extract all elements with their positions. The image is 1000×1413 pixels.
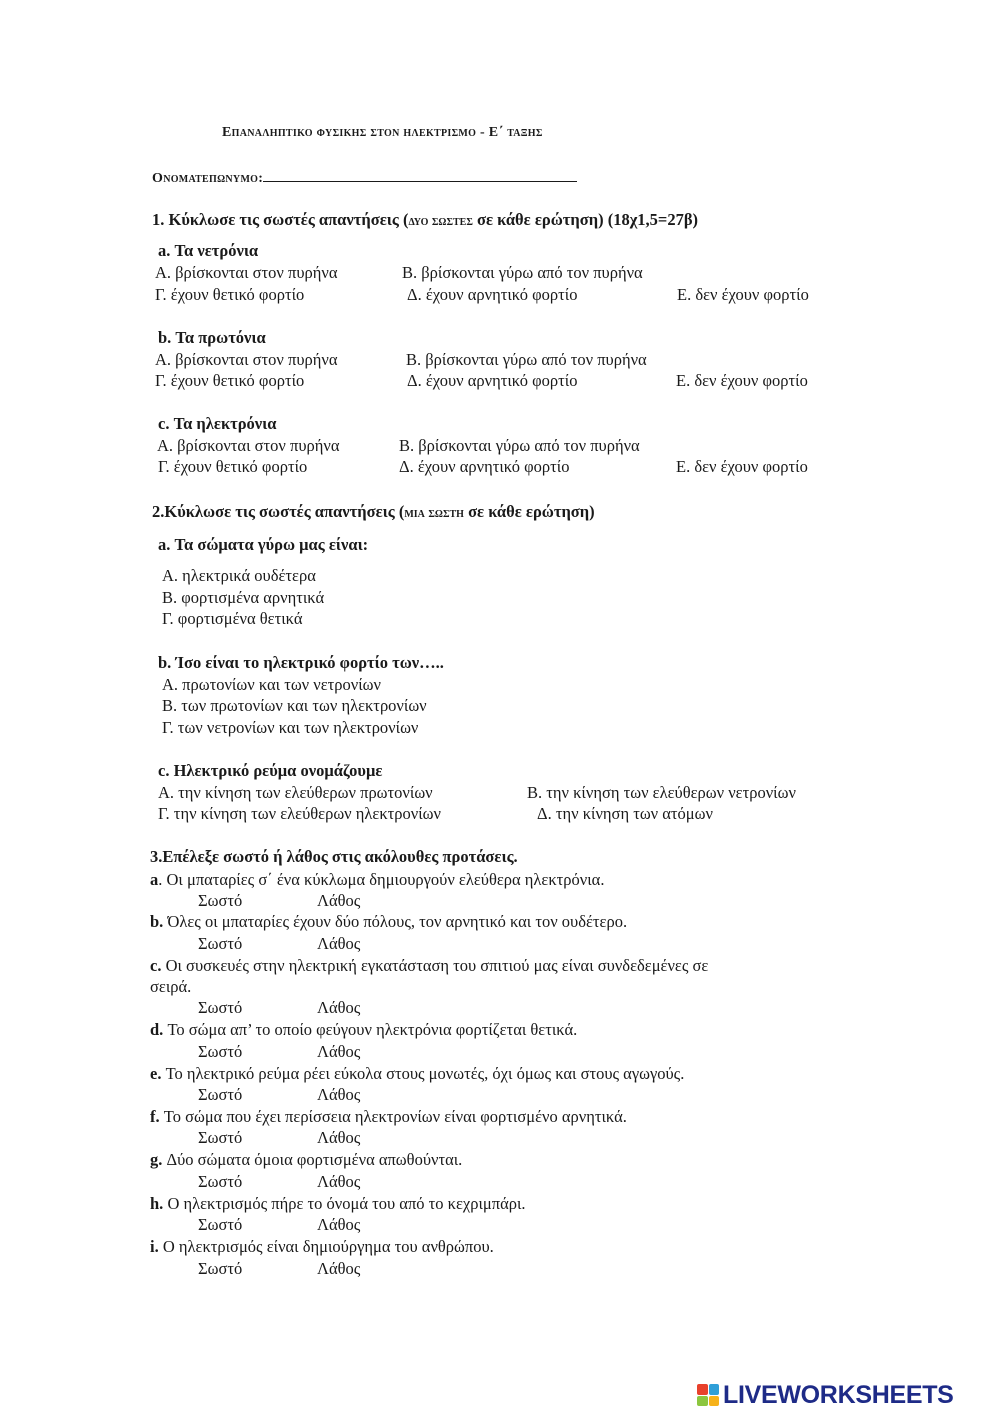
q3-item-text: Δύο σώματα όμοια φορτισμένα απωθούνται. — [162, 1150, 463, 1169]
q2c-label: c. Ηλεκτρικό ρεύμα ονομάζουμε — [158, 761, 383, 780]
q1c-option-1[interactable]: Α. βρίσκονται στον πυρήνα — [157, 436, 340, 455]
q1a-option-1[interactable]: Α. βρίσκονται στον πυρήνα — [155, 263, 338, 282]
q1b-option-2[interactable]: Β. βρίσκονται γύρω από τον πυρήνα — [406, 350, 647, 369]
q3-item-text: Ο ηλεκτρισμός πήρε το όνομά του από το κεχριμπάρι. — [163, 1194, 526, 1213]
question-1-heading — [152, 210, 698, 232]
q3-item-letter: e. — [150, 1064, 162, 1083]
q1b-option-4[interactable]: Δ. έχουν αρνητικό φορτίο — [407, 371, 578, 390]
q3-item-e-false[interactable]: Λάθος — [317, 1085, 361, 1104]
q3-item-a-true[interactable]: Σωστό — [198, 891, 243, 910]
q1a-label: a. Τα νετρόνια — [158, 241, 259, 260]
q2c-option-4[interactable]: Δ. την κίνηση των ατόμων — [537, 804, 713, 823]
q1a-option-5[interactable]: Ε. δεν έχουν φορτίο — [677, 285, 809, 304]
q3-item-c-false[interactable]: Λάθος — [317, 998, 361, 1017]
name-field-row — [152, 167, 577, 189]
q1c-option-4[interactable]: Δ. έχουν αρνητικό φορτίο — [399, 457, 570, 476]
q1c-option-5[interactable]: Ε. δεν έχουν φορτίο — [676, 457, 808, 476]
q3-item-b-true[interactable]: Σωστό — [198, 934, 243, 953]
q3-item-letter: d. — [150, 1020, 164, 1039]
question-3-heading: 3.Επέλεξε σωστό ή λάθος στις ακόλουθες προτάσεις. — [150, 847, 518, 866]
q3-item-letter: h. — [150, 1194, 164, 1213]
q3-item-letter: c. — [150, 956, 162, 975]
liveworksheets-logo-icon — [697, 1384, 719, 1406]
q3-item-f-true[interactable]: Σωστό — [198, 1128, 243, 1147]
document-title: Επαναληπτικο φυσικησ στον ηλεκτρισμο - Ε΄ ταξησ — [222, 125, 543, 140]
q3-item-letter: a — [150, 870, 159, 889]
q3-item-letter: g. — [150, 1150, 163, 1169]
q2a-option-2[interactable]: Β. φορτισμένα αρνητικά — [162, 588, 325, 607]
q1b-option-5[interactable]: Ε. δεν έχουν φορτίο — [676, 371, 808, 390]
q2c-option-3[interactable]: Γ. την κίνηση των ελεύθερων ηλεκτρονίων — [158, 804, 441, 823]
q3-item-i — [150, 1237, 494, 1257]
q2a-option-1[interactable]: Α. ηλεκτρικά ουδέτερα — [162, 566, 316, 585]
name-blank-line[interactable] — [263, 167, 577, 182]
q3-item-h-true[interactable]: Σωστό — [198, 1215, 243, 1234]
q3-item-text: Οι συσκευές στην ηλεκτρική εγκατάσταση του σπιτιού μας είναι συνδεδεμένες σε — [161, 956, 709, 975]
q3-item-g-false[interactable]: Λάθος — [317, 1172, 361, 1191]
q3-item-f-false[interactable]: Λάθος — [317, 1128, 361, 1147]
q1b-option-3[interactable]: Γ. έχουν θετικό φορτίο — [155, 371, 305, 390]
q3-item-d-true[interactable]: Σωστό — [198, 1042, 243, 1061]
logo-square-red — [697, 1384, 708, 1395]
q2a-label: a. Τα σώματα γύρω μας είναι: — [158, 535, 369, 554]
q2-heading-pre: 2.Κύκλωσε τις σωστές απαντήσεις ( — [152, 502, 405, 521]
q3-item-i-true[interactable]: Σωστό — [198, 1259, 243, 1278]
q3-item-d — [150, 1020, 577, 1040]
q3-item-e-true[interactable]: Σωστό — [198, 1085, 243, 1104]
q3-item-text: . Οι μπαταρίες σ΄ ένα κύκλωμα δημιουργούν ελεύθερα ηλεκτρόνια. — [158, 870, 605, 889]
q3-item-letter: i. — [150, 1237, 159, 1256]
q1-heading-post: σε κάθε ερώτηση) (18χ1,5=27β) — [472, 210, 699, 229]
q2-heading-smallcaps: μια σωστη — [404, 506, 464, 521]
q2b-label: b. Ίσο είναι το ηλεκτρικό φορτίο των….. — [158, 653, 444, 672]
q3-item-g-true[interactable]: Σωστό — [198, 1172, 243, 1191]
q3-item-e — [150, 1064, 684, 1084]
q1c-label: c. Τα ηλεκτρόνια — [158, 414, 277, 433]
q2c-option-2[interactable]: Β. την κίνηση των ελεύθερων νετρονίων — [527, 783, 796, 802]
q3-item-h — [150, 1194, 526, 1214]
name-label: Ονοματεπωνυμο: — [152, 171, 264, 186]
q3-item-c-true[interactable]: Σωστό — [198, 998, 243, 1017]
q3-item-text: Το ηλεκτρικό ρεύμα ρέει εύκολα στους μονωτές, όχι όμως και στους αγωγούς. — [161, 1064, 685, 1083]
q3-item-letter: f. — [150, 1107, 160, 1126]
q3-item-text: Το σώμα απ’ το οποίο φεύγουν ηλεκτρόνια φορτίζεται θετικά. — [163, 1020, 578, 1039]
q2a-option-3[interactable]: Γ. φορτισμένα θετικά — [162, 609, 303, 628]
q3-item-a-false[interactable]: Λάθος — [317, 891, 361, 910]
logo-square-blue — [709, 1384, 720, 1395]
q3-item-c-continuation: σειρά. — [150, 977, 192, 996]
q2b-option-1[interactable]: Α. πρωτονίων και των νετρονίων — [162, 675, 381, 694]
q1a-option-3[interactable]: Γ. έχουν θετικό φορτίο — [155, 285, 305, 304]
q3-item-text: Το σώμα που έχει περίσσεια ηλεκτρονίων είναι φορτισμένο αρνητικά. — [159, 1107, 627, 1126]
q3-item-b — [150, 912, 627, 932]
q1a-option-4[interactable]: Δ. έχουν αρνητικό φορτίο — [407, 285, 578, 304]
q3-item-text: Ο ηλεκτρισμός είναι δημιούργημα του ανθρώπου. — [158, 1237, 494, 1256]
q3-item-h-false[interactable]: Λάθος — [317, 1215, 361, 1234]
logo-square-yellow — [709, 1396, 720, 1407]
q3-item-f — [150, 1107, 627, 1127]
q1b-label: b. Τα πρωτόνια — [158, 328, 266, 347]
q3-item-d-false[interactable]: Λάθος — [317, 1042, 361, 1061]
q2b-option-2[interactable]: Β. των πρωτονίων και των ηλεκτρονίων — [162, 696, 427, 715]
q2c-option-1[interactable]: Α. την κίνηση των ελεύθερων πρωτονίων — [158, 783, 433, 802]
q3-item-letter: b. — [150, 912, 164, 931]
q2b-option-3[interactable]: Γ. των νετρονίων και των ηλεκτρονίων — [162, 718, 419, 737]
liveworksheets-logo-text: LIVEWORKSHEETS — [723, 1380, 954, 1409]
q3-item-b-false[interactable]: Λάθος — [317, 934, 361, 953]
q1-heading-smallcaps: δυο σωστες — [408, 214, 473, 229]
q3-item-i-false[interactable]: Λάθος — [317, 1259, 361, 1278]
q3-item-g — [150, 1150, 462, 1170]
question-2-heading — [152, 502, 595, 524]
q1c-option-2[interactable]: Β. βρίσκονται γύρω από τον πυρήνα — [399, 436, 640, 455]
q1c-option-3[interactable]: Γ. έχουν θετικό φορτίο — [158, 457, 308, 476]
q3-item-c — [150, 956, 708, 976]
logo-square-green — [697, 1396, 708, 1407]
q1-heading-pre: 1. Κύκλωσε τις σωστές απαντήσεις ( — [152, 210, 409, 229]
q2-heading-post: σε κάθε ερώτηση) — [463, 502, 595, 521]
q1a-option-2[interactable]: Β. βρίσκονται γύρω από τον πυρήνα — [402, 263, 643, 282]
q3-item-a — [150, 870, 604, 890]
liveworksheets-logo[interactable] — [697, 1380, 954, 1410]
q3-item-text: Όλες οι μπαταρίες έχουν δύο πόλους, τον αρνητικό και τον ουδέτερο. — [163, 912, 628, 931]
q1b-option-1[interactable]: Α. βρίσκονται στον πυρήνα — [155, 350, 338, 369]
